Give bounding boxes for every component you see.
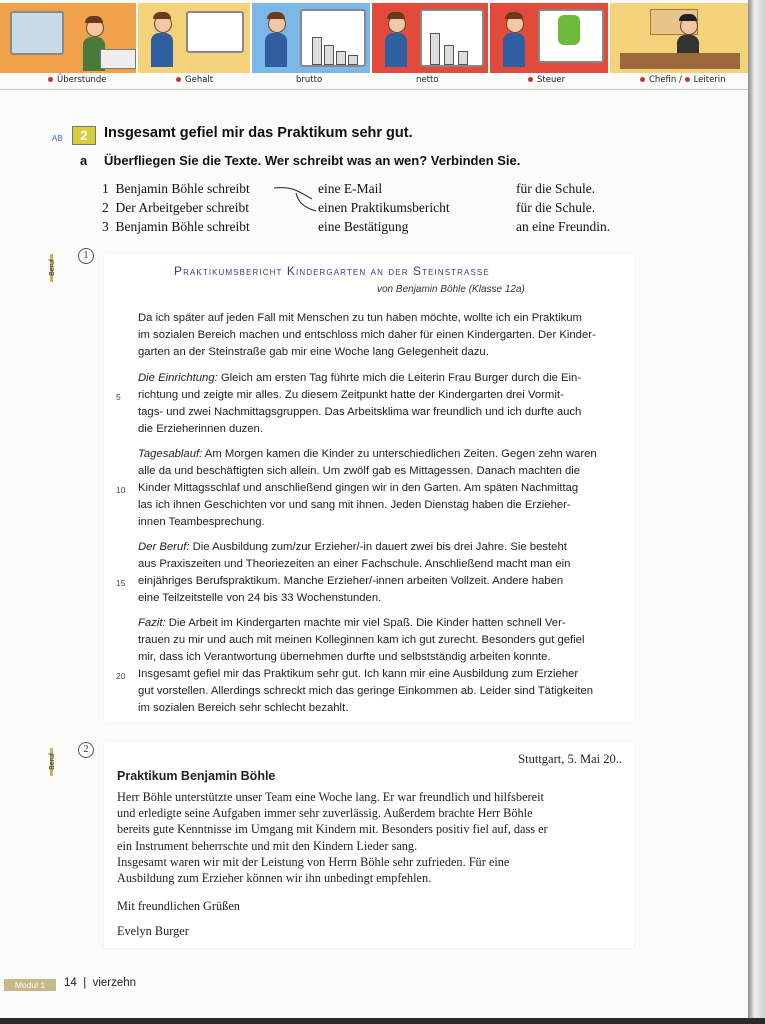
letter-signer: Evelyn Burger	[117, 924, 189, 938]
line-number: 5	[116, 392, 121, 402]
side-label-text1: Beruf	[50, 254, 64, 284]
line-number: 10	[116, 485, 126, 495]
report-author: von Benjamin Böhle (Klasse 12a)	[377, 284, 525, 295]
side-label-text2: Beruf	[50, 748, 64, 778]
matching-what[interactable]: eine Bestätigung	[318, 219, 409, 234]
exercise-number-badge: 2	[72, 126, 96, 145]
employer-confirmation	[104, 742, 634, 948]
bullet-dot-icon	[48, 77, 53, 82]
matching-row	[102, 219, 662, 237]
line-number: 20	[116, 671, 126, 681]
letter-body: Herr Böhle unterstützte unser Team eine Woche lang. Er war freundlich und hilfsbereit und erledigte seine Aufgaben immer sehr zuverlässig. Außerdem brachte Herr Böhle bereits gute Kenntnisse im Umgang mit Kindern mit. Besonders positiv fiel auf, dass er ein Instrument beherrschte und mit den Kindern Lieder sang. Insgesamt waren wir mit der Leistung von Herrn Böhle sehr zufrieden. Für eine Ausbildung zum Erzieher können wir ihn unbedingt empfehlen.	[117, 790, 548, 886]
matching-what[interactable]: einen Praktikumsbericht	[318, 200, 450, 215]
boss-illustration	[610, 3, 748, 73]
report-paragraph: Da ich später auf jeden Fall mit Menschen zu tun haben möchte, wollte ich ein Praktikum im sozialen Bereich machen und entschloss mich daher für einen Kindergarten. Der Kinder- garten an der Steinstraße gab mir eine Woche lang Gelegenheit dazu.	[138, 312, 596, 358]
strip-label-overtime: Überstunde	[48, 75, 107, 85]
strip-label-gross: brutto	[296, 75, 323, 85]
report-title: Praktikumsbericht Kindergarten an der Steinstrasse	[174, 264, 490, 278]
strip-label-salary: Gehalt	[176, 75, 213, 85]
report-paragraph: Die Einrichtung: Gleich am ersten Tag führte mich die Leiterin Frau Burger durch die Ein- 5 richtung und zeigte mir alles. Zu diesem Zeitpunkt hatte der Kindergarten drei Vormit- tags- und zwei Nachmittagsgruppen. Das Arbeitsklima war freundlich und ich durfte auch die Erzieherinnen duzen.	[116, 372, 582, 435]
matching-to[interactable]: für die Schule.	[516, 181, 596, 196]
strip-label-net: netto	[416, 75, 439, 85]
strip-label-row	[0, 74, 748, 88]
matching-row	[102, 181, 662, 199]
letter-closing: Mit freundlichen Grüßen	[117, 899, 240, 913]
matching-to[interactable]: an eine Freundin.	[516, 219, 611, 234]
report-paragraph: Tagesablauf: Am Morgen kamen die Kinder zu unterschiedlichen Zeiten. Gegen zehn waren alle da und beschäftigten sich allein. Um zwölf gab es Mittagessen. Danach machten die 10 Kinder Mittagsschlaf und anschließend gingen wir in den Garten. Am späten Nachmittag las ich ihnen Geschichten vor und sang mit ihnen. Jeden Dienstag haben die Erzieher- innen Teambesprechung.	[116, 448, 597, 528]
page-bottom-edge	[0, 1018, 765, 1024]
strip-label-boss: Chefin / Leiterin	[640, 75, 726, 85]
gross-illustration	[252, 3, 372, 73]
matching-what[interactable]: eine E-Mail	[318, 181, 383, 196]
internship-report	[104, 254, 634, 722]
bullet-dot-icon	[176, 77, 181, 82]
salary-illustration	[138, 3, 252, 73]
strip-divider	[0, 89, 748, 90]
task-instruction: Überfliegen Sie die Texte. Wer schreibt was an wen? Verbinden Sie.	[104, 153, 521, 168]
matching-who: 3 Benjamin Böhle schreibt	[102, 219, 250, 234]
report-paragraph: Der Beruf: Die Ausbildung zum/zur Erzieher/-in dauert zwei bis drei Jahre. Sie besteht aus Praxiszeiten und Theoriezeiten an einer Fachschule. Anschließend macht man ein 15 einjähriges Berufspraktikum. Manche Erzieher/-innen arbeiten Vollzeit. Andere haben eine Teilzeitstelle von 24 bis 33 Wochenstunden.	[116, 541, 571, 604]
letter-subject: Praktikum Benjamin Böhle	[117, 769, 276, 783]
line-number: 15	[116, 578, 126, 588]
vocabulary-picture-strip	[0, 0, 748, 76]
page-number: 14 | vierzehn	[64, 977, 137, 989]
matching-row	[102, 200, 662, 218]
matching-who: 1 Benjamin Böhle schreibt	[102, 181, 250, 196]
workbook-reference: AB	[52, 134, 63, 143]
bullet-dot-icon	[528, 77, 533, 82]
letter-date: Stuttgart, 5. Mai 20..	[518, 752, 622, 766]
matching-to[interactable]: für die Schule.	[516, 200, 596, 215]
bullet-dot-icon	[685, 77, 690, 82]
task-letter: a	[80, 153, 88, 168]
page-binding-edge	[748, 0, 765, 1024]
bullet-dot-icon	[640, 77, 645, 82]
tax-illustration	[490, 3, 610, 73]
module-badge: Modul 1	[4, 979, 56, 991]
text-marker-1: 1	[78, 248, 94, 264]
report-paragraph: Fazit: Die Arbeit im Kindergarten machte mir viel Spaß. Die Kinder hatten schnell Ver- trauen zu mir und auch mit meinen Kolleginnen kam ich gut zurecht. Besonders gut gefiel mir, dass ich Verantwortung übernehmen durfte und selbstständig arbeiten konnte. 20 Insgesamt gefiel mir das Praktikum sehr gut. Ich kann mir eine Ausbildung zum Erzieher gut vorstellen. Allerdings schreckt mich das geringe Einkommen ab. Leider sind Tätigkeiten im sozialen Bereich sehr schlecht bezahlt.	[116, 617, 594, 714]
overtime-illustration	[0, 3, 138, 73]
matching-who: 2 Der Arbeitgeber schreibt	[102, 200, 249, 215]
net-illustration	[372, 3, 490, 73]
matching-exercise	[102, 181, 662, 239]
strip-label-tax: Steuer	[528, 75, 565, 85]
exercise-title: Insgesamt gefiel mir das Praktikum sehr gut.	[104, 125, 413, 141]
text-marker-2: 2	[78, 742, 94, 758]
